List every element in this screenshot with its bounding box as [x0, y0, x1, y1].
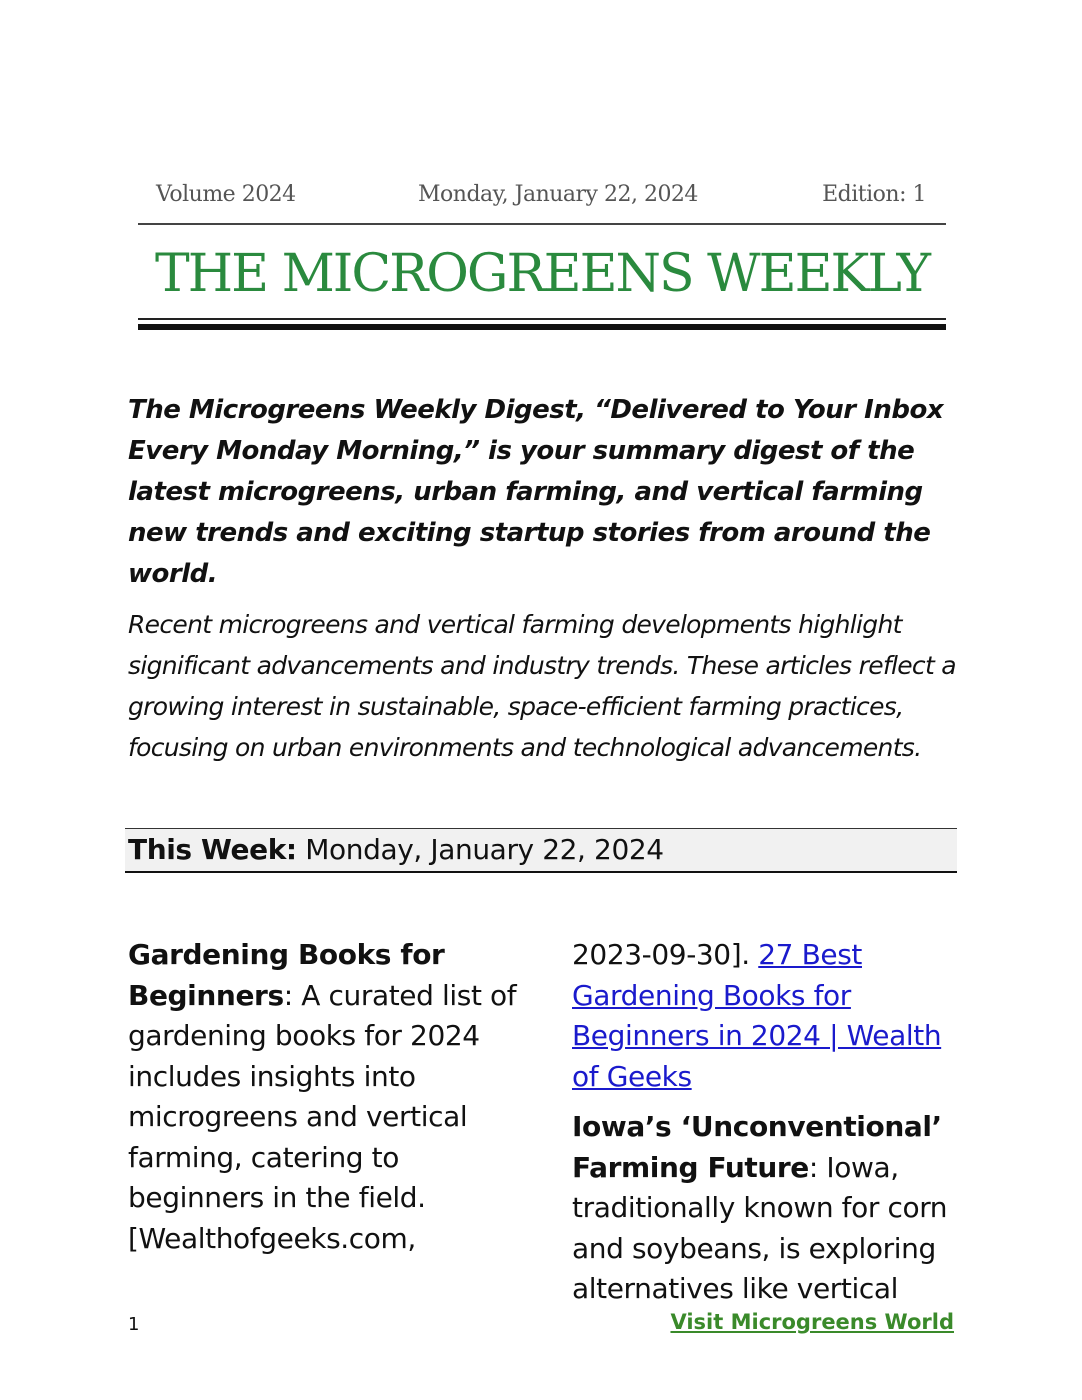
- issue-date: Monday, January 22, 2024: [418, 182, 698, 207]
- digest-intro: The Microgreens Weekly Digest, “Delivered to Your Inbox Every Monday Morning,” is your summary digest of the latest microgreens, urban farming, and vertical farming new trends and exciting startup stories from around the world.: [128, 395, 944, 589]
- article-2-body: : Iowa, traditionally known for corn and soybeans, is exploring alternatives like vertical: [572, 1150, 948, 1305]
- visit-microgreens-world-link[interactable]: Visit Microgreens World: [670, 1310, 954, 1334]
- masthead-top-rule: [138, 223, 946, 225]
- article-1-link[interactable]: 27 Best Gardening Books for Beginners in 2024 | Wealth of Geeks: [572, 938, 942, 1093]
- this-week-date: Monday, January 22, 2024: [296, 833, 664, 866]
- edition-label: Edition: 1: [822, 182, 926, 207]
- article-column-left: [128, 935, 528, 1259]
- newsletter-title: THE MICROGREENS WEEKLY: [155, 244, 929, 304]
- masthead-meta: [138, 176, 946, 216]
- article-1-body: : A curated list of gardening books for 2024 includes insights into microgreens and vertical farming, catering to beginners in the field. [Wealthofgeeks.com,: [128, 978, 517, 1255]
- article-2: [572, 1107, 952, 1310]
- volume-label: Volume 2024: [156, 182, 296, 207]
- article-1-body-continued: 2023-09-30].: [572, 938, 759, 971]
- masthead-thick-rule: [138, 324, 946, 330]
- masthead-thin-rule: [138, 318, 946, 320]
- article-column-right: [572, 935, 952, 1310]
- article-2-title: Iowa’s ‘Unconventional’ Farming Future: [572, 1110, 942, 1184]
- digest-summary: Recent microgreens and vertical farming developments highlight significant advancements and industry trends. These articles reflect a growing interest in sustainable, space-efficient farming practices, focusing on urban environments and technological advancements.: [128, 610, 956, 762]
- article-1-title: Gardening Books for Beginners: [128, 938, 445, 1012]
- article-1: [128, 938, 516, 1255]
- page-number: 1: [128, 1314, 140, 1335]
- this-week-bar: [125, 828, 957, 873]
- article-1-continued: [572, 938, 941, 1093]
- this-week-label: This Week:: [128, 833, 297, 866]
